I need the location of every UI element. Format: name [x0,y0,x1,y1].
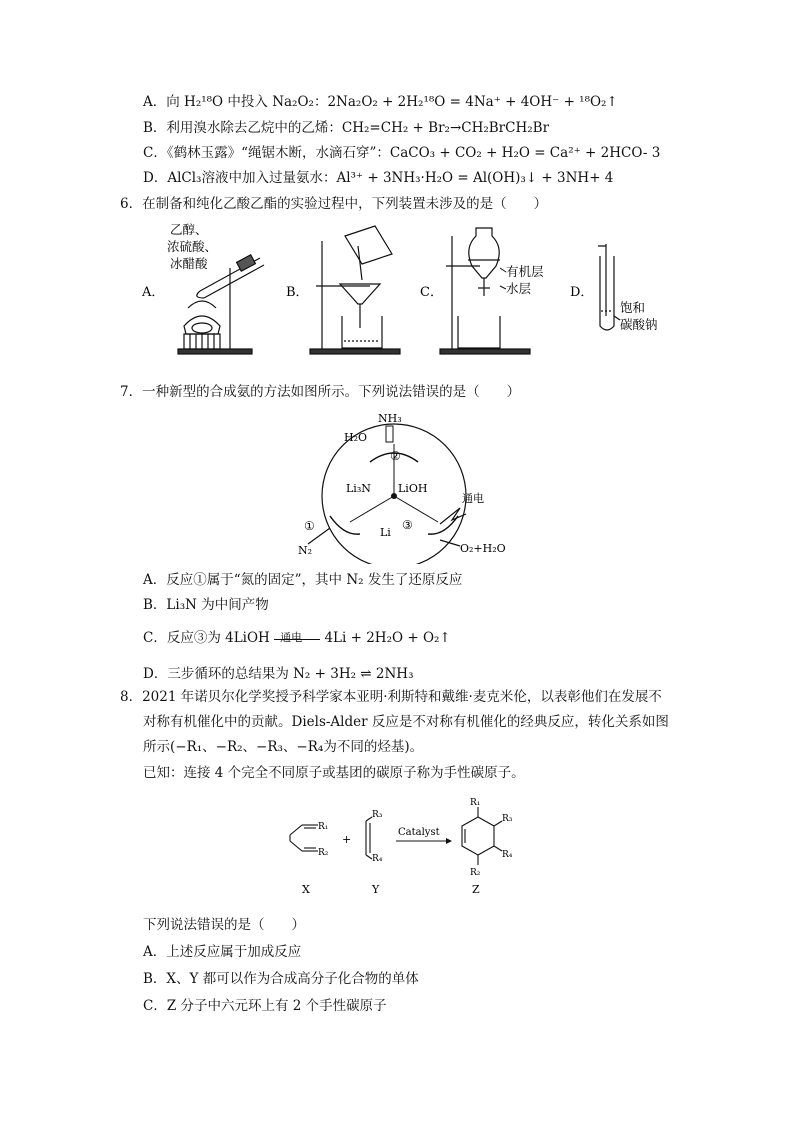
q7-option-c [143,628,451,648]
step3-label: ③ [402,518,413,532]
saturated-label-2: 碳酸钠 [620,317,658,332]
cyclohexene-z [462,807,502,865]
q7-option-b: B．Li₃N 为中间产物 [143,597,269,613]
q6-stem: 6．在制备和纯化乙酸乙酯的实验过程中，下列装置未涉及的是（ ） [120,196,548,212]
q8-stem-line1: 8．2021 年诺贝尔化学奖授予科学家本亚明·利斯特和戴维·麦克米伦，以表彰他们在发展不 [120,689,662,705]
y-r4: R₄ [372,854,383,864]
q7-option-c-pre: C．反应③为 4LiOH [143,630,270,646]
step2-label: ② [390,449,401,463]
diene-x [290,825,318,851]
nh3-label: NH₃ [378,412,402,425]
q6-label-b: B． [286,285,309,300]
q8-option-a: A．上述反应属于加成反应 [143,944,302,960]
electrolysis-label: 通电 [462,492,484,505]
q6-label-d: D． [570,285,594,300]
z-r2: R₂ [470,868,481,878]
q5-option-a: A．向 H₂¹⁸O 中投入 Na₂O₂：2Na₂O₂ + 2H₂¹⁸O = 4Na⁺ + 4OH⁻ + ¹⁸O₂↑ [143,94,618,110]
q5-option-d: D．AlCl₃溶液中加入过量氨水：Al³⁺ + 3NH₃·H₂O = Al(OH)₃↓ + 3NH+ 4 [143,170,614,186]
h2o-label: H₂O [344,431,368,444]
test-tube-apparatus [598,244,620,330]
q8-option-c: C．Z 分子中六元环上有 2 个手性碳原子 [143,998,387,1014]
q8-option-b: B．X、Y 都可以作为合成高分子化合物的单体 [143,971,419,987]
q5-option-b: B．利用溴水除去乙烷中的乙烯：CH₂=CH₂ + Br₂→CH₂BrCH₂Br [143,120,550,136]
q7-option-c-post: 4Li + 2H₂O + O₂↑ [324,630,451,646]
q7-option-a: A．反应①属于“氮的固定”，其中 N₂ 发生了还原反应 [143,572,463,588]
li3n-label: Li₃N [346,482,371,495]
filtration-apparatus [310,226,400,354]
o2-h2o-label: O₂+H₂O [460,542,506,555]
dienophile-y [366,817,372,859]
q7-stem: 7．一种新型的合成氨的方法如图所示。下列说法错误的是（ ） [120,384,521,400]
x-r2: R₂ [318,848,329,858]
q8-diels-alder-scheme [280,795,550,900]
q8-ask: 下列说法错误的是（ ） [143,917,305,933]
organic-layer-label: 有机层 [506,264,544,279]
q6-label-c: C． [420,285,443,300]
x-r1: R₁ [318,822,329,832]
lioh-label: LiOH [398,482,428,495]
q6-label-a: A． [142,285,165,300]
q8-stem-line3: 所示(−R₁、−R₂、−R₃、−R₄为不同的烃基)。 [143,739,424,755]
plus-sign: + [342,833,352,846]
n2-label: N₂ [298,544,313,557]
reagent-sulfuric: 浓硫酸、 [167,239,218,254]
q5-option-c: C．《鹤林玉露》“绳锯木断，水滴石穿”：CaCO₃ + CO₂ + H₂O = Ca²⁺ + 2HCO- 3 [143,145,661,161]
label-x: X [302,883,310,896]
label-z: Z [472,883,480,896]
q7-ammonia-cycle-diagram [290,404,530,564]
z-r3: R₃ [502,814,513,824]
z-r1: R₁ [470,798,481,808]
q6-apparatus-figure [130,216,690,366]
aqueous-layer-label: 水层 [506,281,532,296]
step1-label: ① [304,519,315,533]
reagent-acetic: 冰醋酸 [170,256,208,271]
reagent-ethanol: 乙醇、 [170,222,208,237]
saturated-label-1: 饱和 [620,300,646,315]
z-r4: R₄ [502,850,513,860]
reaction-condition: 通电 [280,631,303,644]
li-label: Li [380,526,391,539]
y-r3: R₃ [372,810,383,820]
q7-option-d: D．三步循环的总结果为 N₂ + 3H₂ ⇌ 2NH₃ [143,666,414,682]
q8-stem-line2: 对称有机催化中的贡献。Diels-Alder 反应是不对称有机催化的经典反应，转化关系如图 [143,714,669,730]
label-y: Y [372,883,380,896]
q8-known: 已知：连接 4 个完全不同原子或基团的碳原子称为手性碳原子。 [143,765,525,781]
catalyst-label: Catalyst [398,827,440,838]
